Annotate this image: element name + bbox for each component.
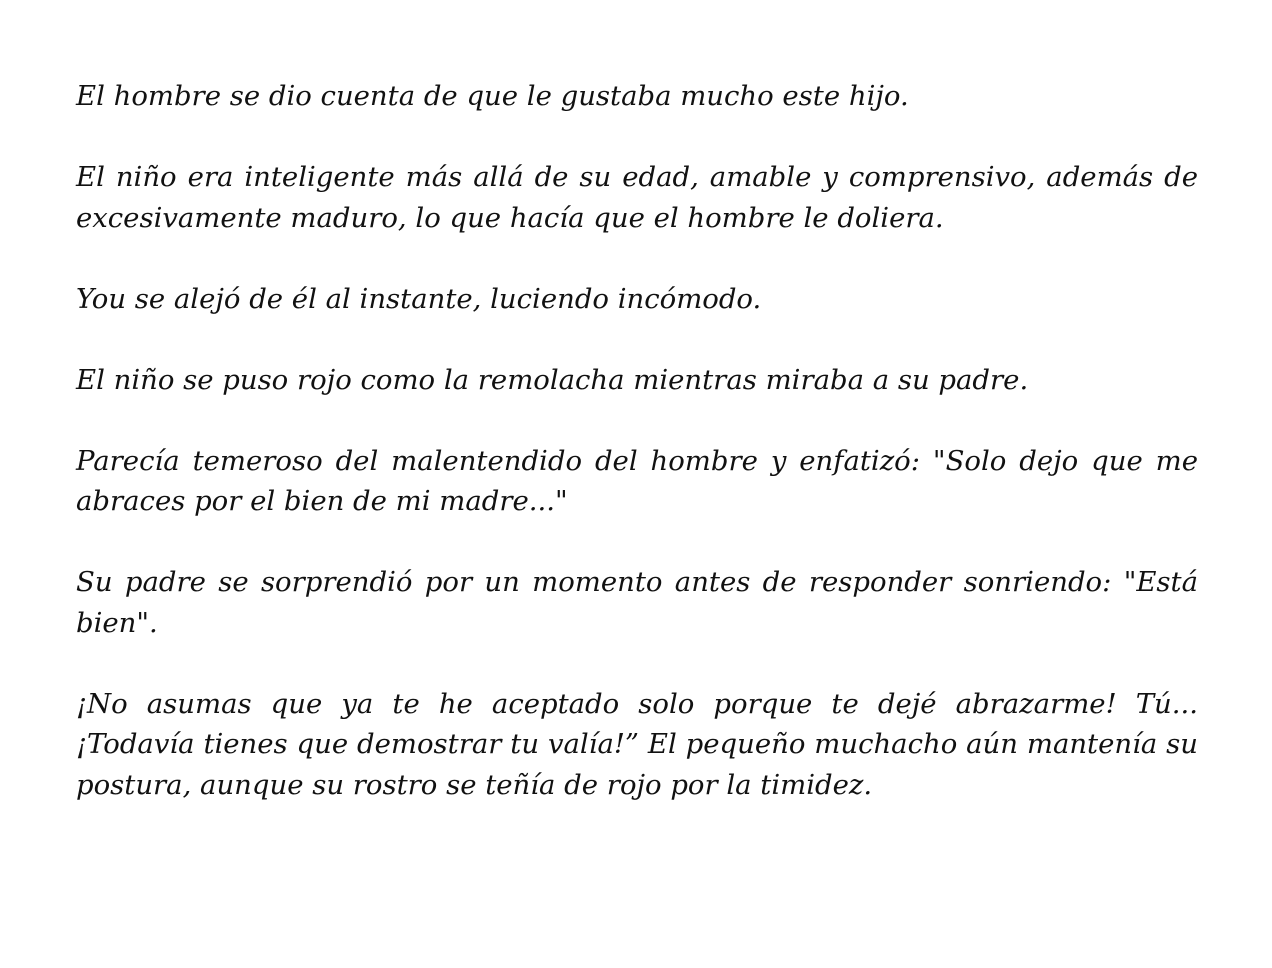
paragraph-3: You se alejó de él al instante, luciendo incómodo. [76,282,762,315]
paragraph-7: ¡No asumas que ya te he aceptado solo porque te dejé abrazarme! Tú... ¡Todavía tienes que demostrar tu valía!” El pequeño muchacho aún mantenía su postura, aunque su rostro se teñía de rojo por la timidez. [76,687,1198,801]
paragraph-1: El hombre se dio cuenta de que le gustaba mucho este hijo. [76,80,909,112]
paragraph-5: Parecía temeroso del malentendido del hombre y enfatizó: "Solo dejo que me abraces por el bien de mi madre..." [76,444,1198,517]
paragraph-2: El niño era inteligente más allá de su edad, amable y comprensivo, además de excesivamente maduro, lo que hacía que el hombre le doliera. [76,161,1198,234]
paragraph-4: El niño se puso rojo como la remolacha mientras miraba a su padre. [76,363,1029,396]
paragraph-6: Su padre se sorprendió por un momento antes de responder sonriendo: "Está bien". [76,566,1198,639]
